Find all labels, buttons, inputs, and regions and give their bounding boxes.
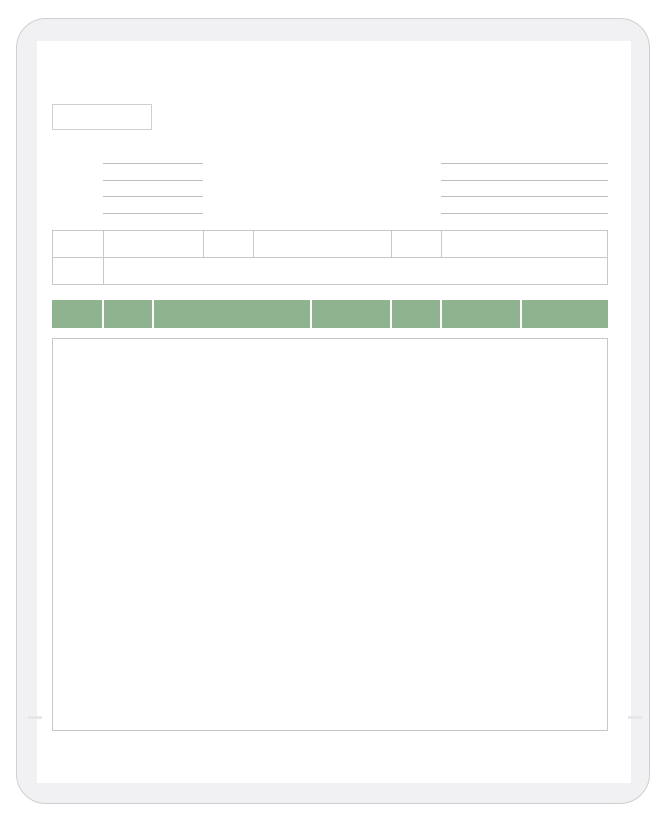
inventory-table	[52, 338, 608, 731]
date-field[interactable]	[441, 180, 608, 181]
due-date-field[interactable]	[441, 196, 608, 197]
column-header-price	[392, 300, 440, 328]
order-box-separator	[203, 230, 204, 257]
order-box-separator	[391, 230, 392, 257]
column-header-asst-no	[52, 300, 102, 328]
column-header-serial-no	[442, 300, 520, 328]
order-box-separator	[103, 230, 104, 285]
order-box-separator	[441, 230, 442, 257]
reg-no-field[interactable]	[441, 163, 608, 164]
account-no-field[interactable]	[441, 213, 608, 214]
frame-edge-mark	[28, 716, 42, 719]
column-header-total-cost	[522, 300, 608, 328]
telephone-field[interactable]	[103, 180, 203, 181]
order-box-divider	[52, 257, 608, 258]
column-header-qty	[104, 300, 152, 328]
column-header-make-model	[312, 300, 390, 328]
frame-edge-mark	[628, 716, 642, 719]
email-field[interactable]	[103, 213, 203, 214]
fax-field[interactable]	[103, 196, 203, 197]
order-box-separator	[253, 230, 254, 257]
personal-details-heading	[52, 104, 152, 130]
address-field[interactable]	[103, 163, 203, 164]
column-header-equipment-description	[154, 300, 310, 328]
